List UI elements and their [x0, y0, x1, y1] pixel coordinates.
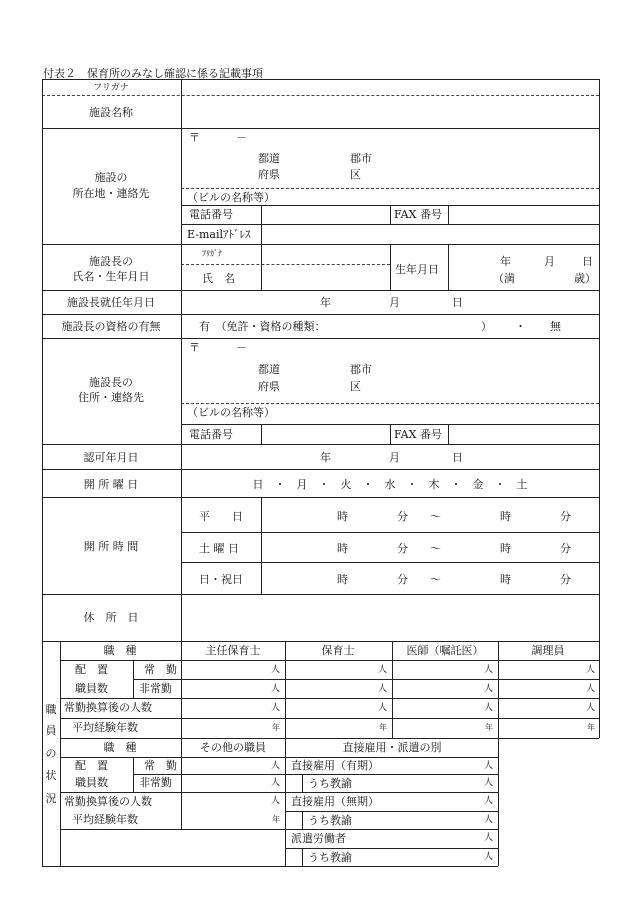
- col-divider: [392, 641, 393, 738]
- minute-mark: 分: [397, 573, 408, 586]
- unit-nin: 人: [483, 761, 493, 771]
- minute-mark: 分: [397, 542, 408, 555]
- appointed-day: 日: [452, 296, 463, 309]
- unit-nen: 年: [272, 815, 280, 824]
- furigana-divider-2: [181, 264, 390, 265]
- hour-mark: 時: [500, 510, 511, 523]
- direct-open-label: 直接雇用（無期）: [291, 795, 379, 808]
- indent-divider: [302, 774, 303, 792]
- hours-weekday-label: 平 日: [199, 510, 243, 523]
- building-label: （ビルの名称等）: [187, 191, 275, 204]
- row-line: [42, 469, 599, 470]
- col-divider: [181, 738, 182, 829]
- director-address-label-2: 住所・連絡先: [78, 391, 144, 404]
- unit-nin: 人: [377, 684, 387, 694]
- appointed-label: 施設長就任年月日: [67, 296, 155, 309]
- row-line: [42, 497, 599, 498]
- weekdays-list: 日 ・ 月 ・ 火 ・ 水 ・ 木 ・ 金 ・ 土: [252, 478, 528, 491]
- shokuinsu-label-2: 職員数: [75, 776, 108, 789]
- col-divider: [133, 757, 134, 792]
- postal-dash-2: －: [236, 341, 247, 354]
- minute-mark: 分: [560, 542, 571, 555]
- director-label-2: 氏名・生年月日: [72, 270, 150, 283]
- row-line: [181, 224, 599, 225]
- unit-nen: 年: [379, 723, 387, 732]
- joukin-label: 常 勤: [144, 663, 177, 676]
- row-line: [285, 848, 498, 849]
- gunshi-label: 郡市: [350, 152, 372, 165]
- unit-nin: 人: [483, 684, 493, 694]
- facility-location-label-2: 所在地・連絡先: [72, 187, 150, 200]
- unit-nen: 年: [272, 723, 280, 732]
- unit-nin: 人: [377, 665, 387, 675]
- unit-nen: 年: [485, 723, 493, 732]
- shokushu-header: 職 種: [103, 644, 137, 657]
- direct-dispatch-header: 直接雇用・派遣の別: [342, 741, 442, 754]
- ku-label-2: 区: [350, 380, 361, 393]
- hour-mark: 時: [337, 573, 348, 586]
- haichi-label: 配 置: [75, 663, 108, 676]
- hour-mark: 時: [337, 542, 348, 555]
- age-open: （満: [493, 272, 515, 285]
- unit-nin: 人: [483, 665, 493, 675]
- unit-nin: 人: [585, 684, 595, 694]
- approval-label: 認可年月日: [83, 451, 139, 464]
- row-line: [60, 757, 498, 758]
- unit-nin: 人: [585, 665, 595, 675]
- unit-nin: 人: [483, 833, 493, 843]
- kansan-label-2: 常勤換算後の人数: [64, 795, 152, 808]
- open-hours-label: 開 所 時 間: [83, 540, 139, 553]
- unit-nin: 人: [270, 778, 280, 788]
- todo-label-2: 都道: [258, 363, 280, 376]
- row-line: [285, 811, 498, 812]
- shokuinsu-label: 職員数: [75, 682, 108, 695]
- unit-nen: 年: [587, 723, 595, 732]
- furigana-small-label: ﾌﾘｶﾞﾅ: [202, 249, 222, 258]
- range-mark: ～: [430, 573, 441, 586]
- building-label-2: （ビルの名称等）: [187, 406, 275, 419]
- qualification-label: 施設長の資格の有無: [61, 320, 161, 333]
- row-line: [181, 562, 599, 563]
- qualification-dot: ・: [515, 320, 526, 333]
- row-line: [133, 679, 599, 680]
- col-divider: [261, 244, 262, 290]
- staff-col-header: 医師（嘱託医）: [406, 644, 484, 657]
- minute-mark: 分: [560, 573, 571, 586]
- row-line: [60, 738, 599, 739]
- table-border: [42, 79, 599, 80]
- birth-label: 生年月日: [395, 263, 439, 276]
- col-divider: [261, 497, 262, 594]
- minute-mark: 分: [560, 510, 571, 523]
- gunshi-label-2: 郡市: [350, 363, 372, 376]
- staff-side-char: 状: [45, 769, 57, 782]
- open-days-label: 開 所 曜 日: [83, 478, 139, 491]
- indent-divider: [302, 848, 303, 866]
- col-divider: [285, 738, 286, 866]
- teacher-label: うち教諭: [308, 814, 352, 827]
- email-label: E-mailｱﾄﾞﾚｽ: [187, 228, 251, 241]
- staff-col-header: 主任保育士: [205, 644, 261, 657]
- range-mark: ～: [430, 542, 441, 555]
- col-divider: [285, 641, 286, 738]
- col-divider: [498, 641, 499, 738]
- staff-side-char: 職: [45, 703, 57, 716]
- closed-days-label: 休 所 日: [83, 611, 139, 624]
- hijoukin-label: 非常勤: [139, 682, 172, 695]
- row-line: [42, 128, 599, 129]
- unit-nin: 人: [483, 852, 493, 862]
- postal-dash: －: [236, 131, 247, 144]
- staff-side-char: 員: [45, 724, 57, 737]
- row-line: [133, 774, 285, 775]
- furigana-label: フリガナ: [93, 83, 129, 93]
- hour-mark: 時: [337, 510, 348, 523]
- col-divider: [133, 660, 134, 698]
- col-divider: [261, 205, 262, 244]
- joukin-label-2: 常 勤: [144, 759, 177, 772]
- approval-year: 年: [320, 451, 331, 464]
- facility-location-label-1: 施設の: [94, 171, 128, 184]
- appointed-year: 年: [320, 296, 331, 309]
- row-line: [42, 314, 599, 315]
- fuken-label-2: 府県: [258, 380, 280, 393]
- row-line: [60, 829, 498, 830]
- building-divider: [181, 188, 599, 189]
- unit-nin: 人: [270, 761, 280, 771]
- postal-mark: 〒: [189, 131, 200, 144]
- row-line: [42, 444, 599, 445]
- unit-nin: 人: [270, 665, 280, 675]
- col-divider: [181, 641, 182, 738]
- phone-label: 電話番号: [189, 208, 233, 221]
- table-left-border: [42, 79, 43, 866]
- birth-day: 日: [582, 255, 593, 268]
- range-mark: ～: [430, 510, 441, 523]
- row-line: [60, 660, 599, 661]
- director-address-label-1: 施設長の: [89, 376, 133, 389]
- teacher-label: うち教諭: [308, 851, 352, 864]
- row-line: [42, 338, 599, 339]
- staff-col-header: 保育士: [321, 644, 355, 657]
- fuken-label: 府県: [258, 168, 280, 181]
- unit-nin: 人: [483, 703, 493, 713]
- staff-side-char: 況: [45, 792, 57, 805]
- hours-sun-label: 日・祝日: [199, 573, 243, 586]
- teacher-label: うち教諭: [308, 777, 352, 790]
- direct-fixed-label: 直接雇用（有期）: [291, 759, 379, 772]
- staff-side-char: の: [45, 747, 57, 760]
- table-bottom-border: [42, 866, 498, 867]
- age-close: 歳）: [574, 272, 596, 285]
- building-divider-2: [181, 403, 599, 404]
- table-right-border: [599, 79, 600, 738]
- row-line: [285, 774, 498, 775]
- unit-nin: 人: [585, 703, 595, 713]
- page-title: 付表２ 保育所のみなし確認に係る記載事項: [43, 67, 263, 80]
- phone-label-2: 電話番号: [189, 428, 233, 441]
- row-line: [60, 792, 498, 793]
- appointed-month: 月: [389, 296, 400, 309]
- col-divider: [390, 244, 391, 290]
- hour-mark: 時: [500, 573, 511, 586]
- row-line: [42, 641, 599, 642]
- col-divider: [448, 424, 449, 444]
- unit-nin: 人: [483, 778, 493, 788]
- approval-day: 日: [452, 451, 463, 464]
- haichi-label-2: 配 置: [75, 759, 108, 772]
- row-line: [42, 244, 599, 245]
- col-divider: [448, 244, 449, 290]
- hours-sat-label: 土 曜 日: [199, 542, 239, 555]
- indent-divider: [302, 811, 303, 829]
- row-line: [42, 594, 599, 595]
- ku-label: 区: [350, 168, 361, 181]
- minute-mark: 分: [397, 510, 408, 523]
- keiken-label-2: 平均経験年数: [72, 813, 138, 826]
- hijoukin-label-2: 非常勤: [139, 776, 172, 789]
- row-line: [181, 532, 599, 533]
- col-divider: [261, 424, 262, 444]
- keiken-label: 平均経験年数: [72, 721, 138, 734]
- col-divider: [448, 205, 449, 224]
- fax-label: FAX 番号: [394, 208, 442, 221]
- name-label: 氏 名: [202, 272, 235, 285]
- unit-nin: 人: [270, 703, 280, 713]
- staff-side-divider: [60, 641, 61, 866]
- row-line: [42, 290, 599, 291]
- hour-mark: 時: [500, 542, 511, 555]
- col-divider: [390, 205, 391, 224]
- qualification-yes: 有 （免許・資格の種類：: [199, 320, 326, 333]
- col-divider: [498, 738, 499, 866]
- fax-label-2: FAX 番号: [394, 428, 442, 441]
- kansan-label: 常勤換算後の人数: [64, 701, 152, 714]
- label-col-divider: [181, 79, 182, 641]
- staff-col-header: 調理員: [531, 644, 565, 657]
- unit-nin: 人: [270, 684, 280, 694]
- col-divider: [390, 424, 391, 444]
- unit-nin: 人: [270, 796, 280, 806]
- other-staff-header: その他の職員: [200, 741, 266, 754]
- shokushu-header-2: 職 種: [103, 741, 137, 754]
- furigana-divider: [42, 95, 599, 96]
- dispatch-label: 派遣労働者: [291, 832, 346, 845]
- row-line: [60, 698, 599, 699]
- director-label-1: 施設長の: [89, 255, 133, 268]
- unit-nin: 人: [483, 815, 493, 825]
- row-line: [60, 718, 599, 719]
- todo-label: 都道: [258, 152, 280, 165]
- facility-name-label: 施設名称: [89, 106, 133, 119]
- unit-nin: 人: [377, 703, 387, 713]
- postal-mark-2: 〒: [189, 341, 200, 354]
- approval-month: 月: [389, 451, 400, 464]
- qualification-no: 無: [550, 320, 561, 333]
- qualification-close: ）: [481, 320, 492, 333]
- birth-year: 年: [500, 255, 511, 268]
- unit-nin: 人: [483, 796, 493, 806]
- birth-month: 月: [544, 255, 555, 268]
